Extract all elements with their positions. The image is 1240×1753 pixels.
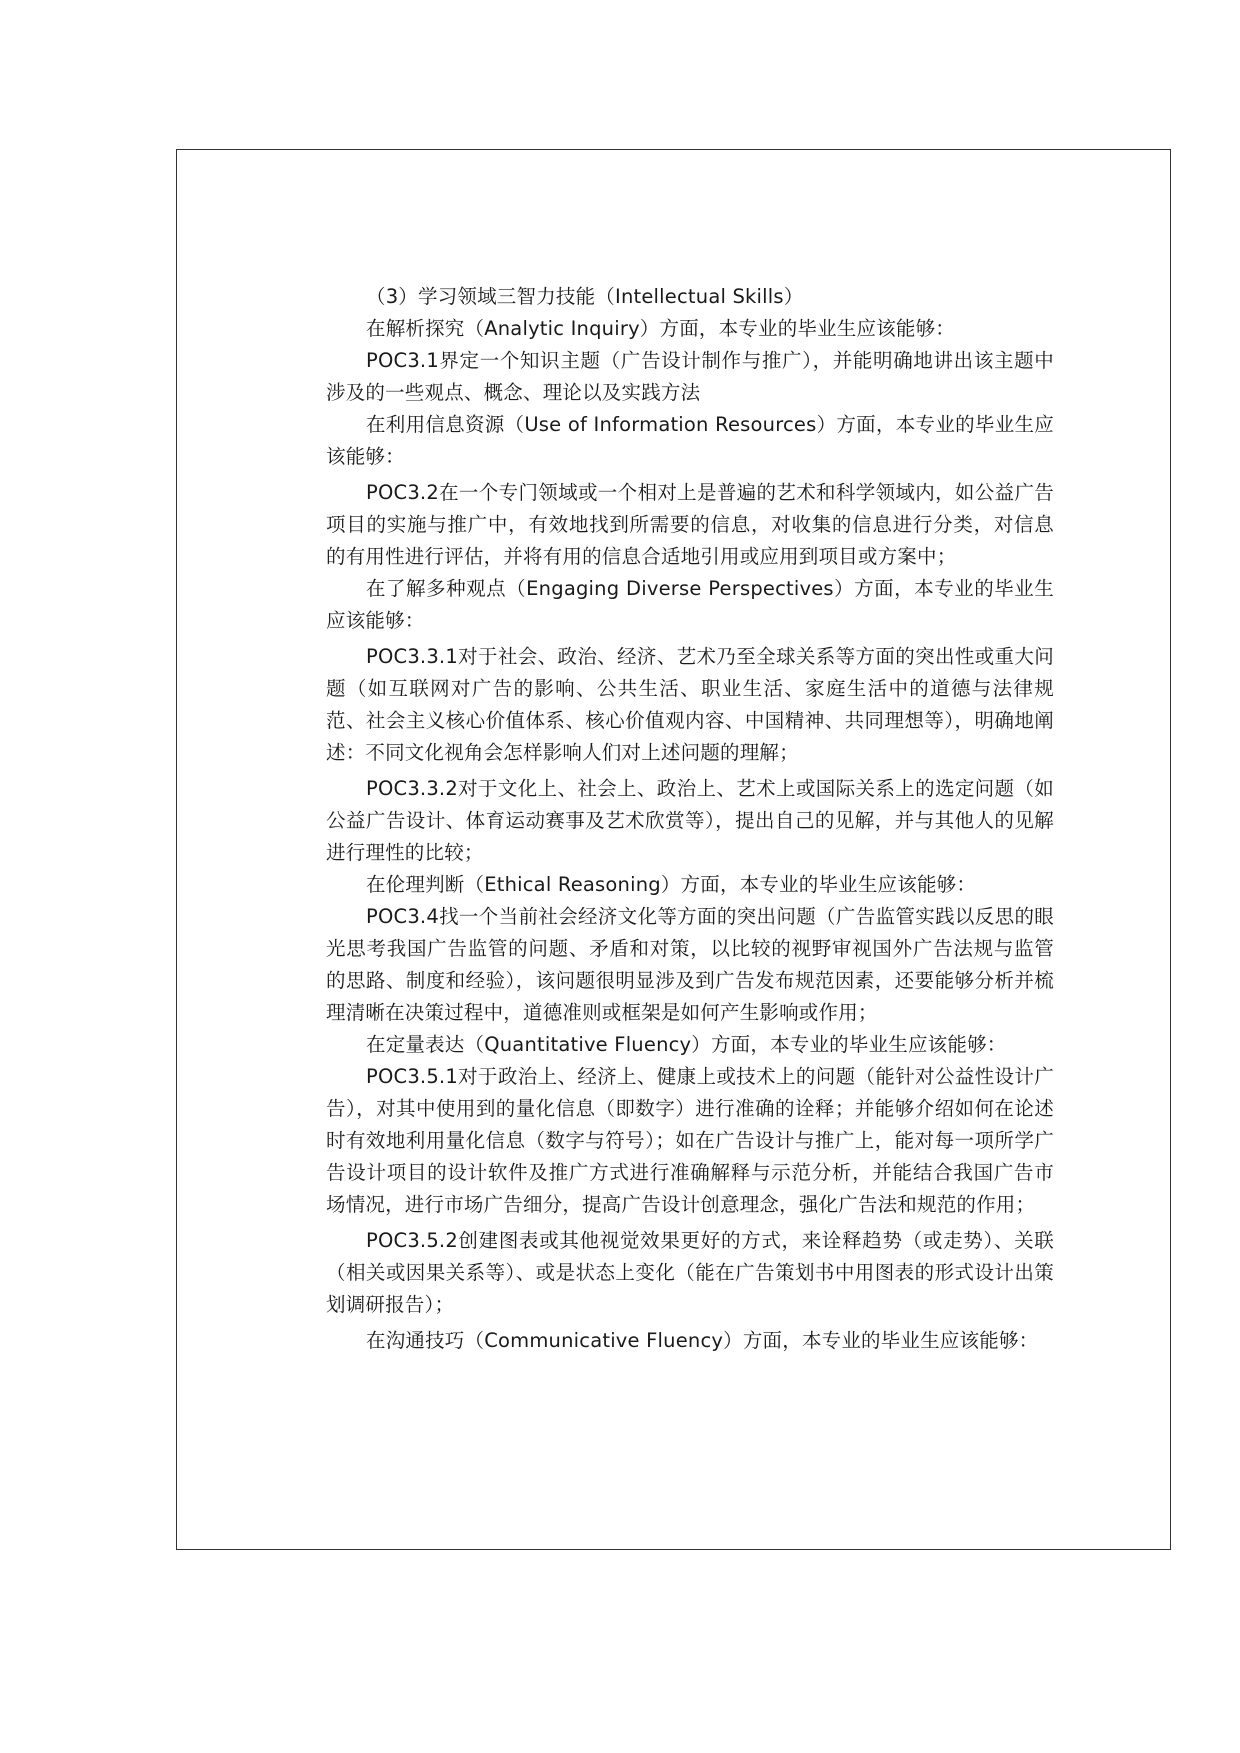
paragraph-communicative-fluency: 在沟通技巧（Communicative Fluency）方面，本专业的毕业生应该能够： <box>366 1329 1039 1352</box>
paragraph-poc3-3-1: POC3.3.1对于社会、政治、经济、艺术乃至全球关系等方面的突出性或重大问题（如互联网对广告的影响、公共生活、职业生活、家庭生活中的道德与法律规范、社会主义核心价值体系、核心价值观内容、中国精神、共同理想等），明确地阐述：不同文化视角会怎样影响人们对上述问题的理解； <box>326 645 1054 764</box>
document-body <box>326 281 1054 1357</box>
paragraph-analytic-inquiry: 在解析探究（Analytic Inquiry）方面，本专业的毕业生应该能够： <box>366 317 956 340</box>
paragraph-poc3-1: POC3.1界定一个知识主题（广告设计制作与推广），并能明确地讲出该主题中涉及的一些观点、概念、理论以及实践方法 <box>326 349 1054 404</box>
paragraph-poc3-4: POC3.4找一个当前社会经济文化等方面的突出问题（广告监管实践以反思的眼光思考我国广告监管的问题、矛盾和对策，以比较的视野审视国外广告法规与监管的思路、制度和经验），该问题很明显涉及到广告发布规范因素，还要能够分析并梳理清晰在决策过程中，道德准则或框架是如何产生影响或作用； <box>326 905 1054 1024</box>
paragraph-information-resources: 在利用信息资源（Use of Information Resources）方面，本专业的毕业生应该能够： <box>326 413 1054 468</box>
paragraph-poc3-5-2: POC3.5.2创建图表或其他视觉效果更好的方式，来诠释趋势（或走势）、关联（相关或因果关系等）、或是状态上变化（能在广告策划书中用图表的形式设计出策划调研报告）； <box>326 1229 1054 1316</box>
paragraph-quantitative-fluency: 在定量表达（Quantitative Fluency）方面，本专业的毕业生应该能够： <box>366 1033 1007 1056</box>
paragraph-diverse-perspectives: 在了解多种观点（Engaging Diverse Perspectives）方面，本专业的毕业生应该能够： <box>326 577 1054 632</box>
section-heading: （3）学习领域三智力技能（Intellectual Skills） <box>366 285 804 308</box>
paragraph-poc3-5-1: POC3.5.1对于政治上、经济上、健康上或技术上的问题（能针对公益性设计广告），对其中使用到的量化信息（即数字）进行准确的诠释；并能够介绍如何在论述时有效地利用量化信息（数字与符号）；如在广告设计与推广上，能对每一项所学广告设计项目的设计软件及推广方式进行准确解释与示范分析，并能结合我国广告市场情况，进行市场广告细分，提高广告设计创意理念，强化广告法和规范的作用； <box>326 1065 1054 1216</box>
paragraph-ethical-reasoning: 在伦理判断（Ethical Reasoning）方面，本专业的毕业生应该能够： <box>366 873 977 896</box>
paragraph-poc3-3-2: POC3.3.2对于文化上、社会上、政治上、艺术上或国际关系上的选定问题（如公益广告设计、体育运动赛事及艺术欣赏等），提出自己的见解，并与其他人的见解进行理性的比较； <box>326 777 1054 864</box>
paragraph-poc3-2: POC3.2在一个专门领域或一个相对上是普遍的艺术和科学领域内，如公益广告项目的实施与推广中，有效地找到所需要的信息，对收集的信息进行分类，对信息的有用性进行评估，并将有用的信息合适地引用或应用到项目或方案中； <box>326 481 1054 568</box>
